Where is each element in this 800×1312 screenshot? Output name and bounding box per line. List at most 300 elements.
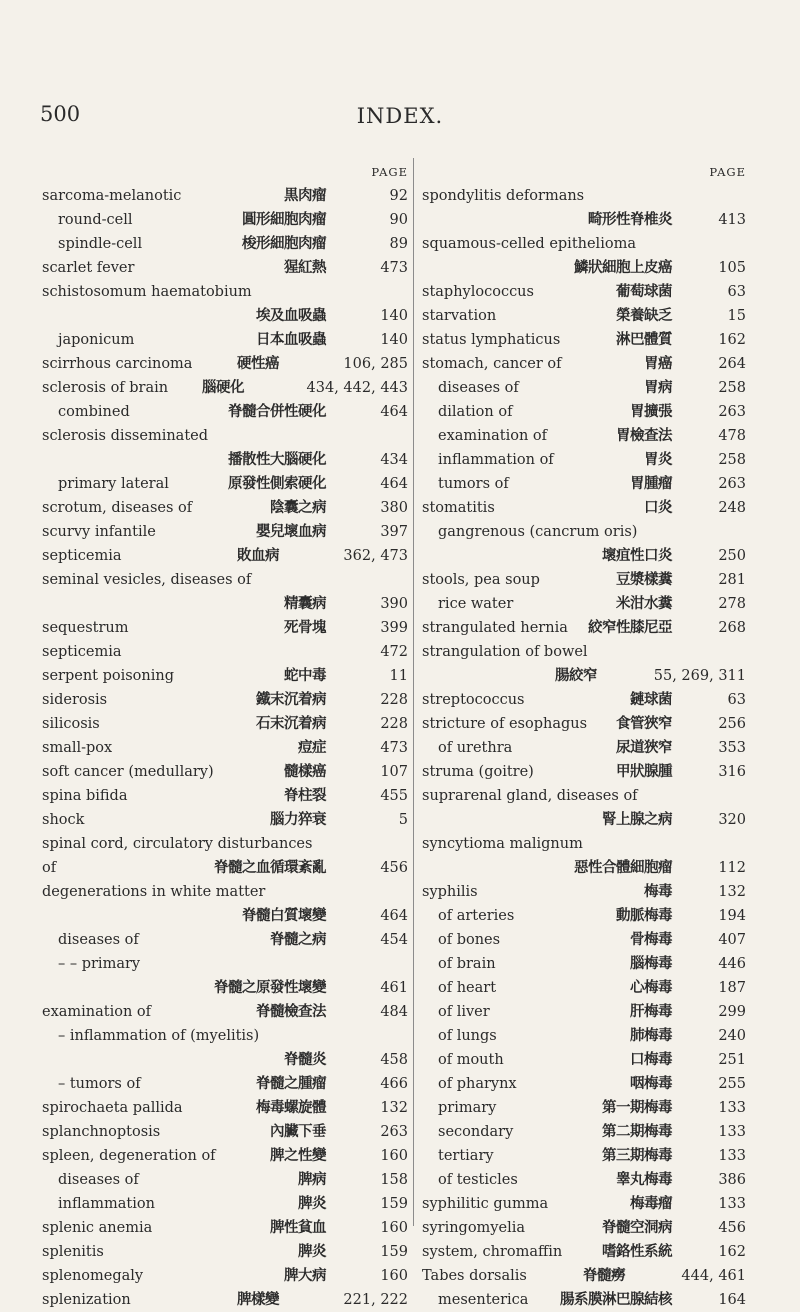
- entry-translation: 動脈梅毒: [616, 907, 672, 924]
- index-entry: [422, 952, 746, 976]
- entry-term: stools, pea soup: [422, 572, 540, 588]
- index-entry: [42, 976, 408, 1000]
- index-entry: [422, 880, 746, 904]
- entry-translation: 畸形性脊椎炎: [588, 211, 672, 228]
- entry-translation: 脾炎: [298, 1195, 326, 1212]
- entry-page: 407: [718, 932, 746, 948]
- entry-page: 92: [389, 188, 408, 204]
- entry-page: 187: [718, 980, 746, 996]
- entry-translation: 第一期梅毒: [602, 1099, 672, 1116]
- entry-page: 228: [380, 716, 408, 732]
- entry-term: diseases of: [438, 380, 519, 396]
- index-entry: [42, 1144, 408, 1168]
- entry-page: 263: [718, 476, 746, 492]
- entry-translation: 梅毒瘤: [630, 1195, 672, 1212]
- index-entry: [42, 352, 408, 376]
- index-entry: [422, 832, 746, 856]
- entry-translation: 脊髓合併性硬化: [228, 403, 326, 420]
- entry-translation: 脊髓之原發性壞變: [214, 979, 326, 996]
- entry-term: splenitis: [42, 1244, 104, 1260]
- entry-term: sequestrum: [42, 620, 129, 636]
- entry-page: 106, 285: [343, 356, 408, 372]
- index-entry: [422, 616, 746, 640]
- entry-translation: 腸絞窄: [555, 667, 597, 684]
- entry-translation: 胃擴張: [630, 403, 672, 420]
- entry-term: staphylococcus: [422, 284, 534, 300]
- entry-translation: 脊髓檢查法: [256, 1003, 326, 1020]
- entry-term: of lungs: [438, 1028, 497, 1044]
- index-entry: [422, 496, 746, 520]
- entry-translation: 第二期梅毒: [602, 1123, 672, 1140]
- entry-translation: 睾丸梅毒: [616, 1171, 672, 1188]
- entry-translation: 口炎: [644, 499, 672, 516]
- entry-term: septicemia: [42, 548, 122, 564]
- index-entry: [422, 736, 746, 760]
- index-entry: [42, 1240, 408, 1264]
- entry-translation: 腦梅毒: [630, 955, 672, 972]
- entry-translation: 黒肉瘤: [284, 187, 326, 204]
- entry-page: 194: [718, 908, 746, 924]
- entry-translation: 胃病: [644, 379, 672, 396]
- entry-page: 248: [718, 500, 746, 516]
- entry-translation: 鱗狀細胞上皮癌: [574, 259, 672, 276]
- entry-translation: 胃腫瘤: [630, 475, 672, 492]
- entry-translation: 髓樣癌: [284, 763, 326, 780]
- entry-translation: 食管狹窄: [616, 715, 672, 732]
- entry-page: 390: [380, 596, 408, 612]
- entry-page: 133: [718, 1148, 746, 1164]
- entry-translation: 埃及血吸蟲: [256, 307, 326, 324]
- entry-translation: 敗血病: [237, 547, 279, 564]
- entry-term: tertiary: [438, 1148, 494, 1164]
- index-entry: [42, 304, 408, 328]
- index-entry: [42, 592, 408, 616]
- index-entry: [42, 1024, 408, 1048]
- entry-translation: 脊髓之血循環紊亂: [214, 859, 326, 876]
- entry-term: – tumors of: [58, 1076, 141, 1092]
- column-divider: [413, 158, 414, 1226]
- index-entry: [422, 760, 746, 784]
- entry-translation: 脾病: [298, 1171, 326, 1188]
- entry-translation: 腎上腺之病: [602, 811, 672, 828]
- index-entry: [422, 784, 746, 808]
- entry-translation: 脊髓之腫瘤: [256, 1075, 326, 1092]
- running-head: INDEX.: [356, 104, 444, 128]
- entry-page: 240: [718, 1028, 746, 1044]
- entry-term: syphilis: [422, 884, 478, 900]
- entry-page: 132: [380, 1100, 408, 1116]
- entry-translation: 甲狀腺腫: [616, 763, 672, 780]
- index-entry: [422, 1264, 746, 1288]
- entry-term: serpent poisoning: [42, 668, 175, 684]
- index-entry: [422, 1192, 746, 1216]
- entry-term: spinal cord, circulatory disturbances: [42, 836, 313, 852]
- entry-page: 380: [380, 500, 408, 516]
- index-entry: [42, 208, 408, 232]
- index-entry: [422, 688, 746, 712]
- entry-page: 164: [718, 1292, 746, 1308]
- index-entry: [422, 1120, 746, 1144]
- entry-translation: 嗜鉻性系統: [602, 1243, 672, 1260]
- entry-page: 446: [718, 956, 746, 972]
- entry-page: 221, 222: [343, 1292, 408, 1308]
- entry-page: 413: [718, 212, 746, 228]
- entry-term: Tabes dorsalis: [422, 1268, 527, 1284]
- entry-term: spina bifida: [42, 788, 128, 804]
- index-entry: [422, 568, 746, 592]
- entry-term: of heart: [438, 980, 497, 996]
- index-entry: [42, 1120, 408, 1144]
- entry-page: 107: [380, 764, 408, 780]
- entry-term: streptococcus: [422, 692, 525, 708]
- index-entry: [422, 712, 746, 736]
- entry-page: 228: [380, 692, 408, 708]
- index-entry: [422, 1072, 746, 1096]
- index-entry: [42, 1288, 408, 1312]
- entry-term: stomatitis: [422, 500, 495, 516]
- entry-term: silicosis: [42, 716, 100, 732]
- entry-term: syncytioma malignum: [422, 836, 583, 852]
- entry-page: 263: [380, 1124, 408, 1140]
- index-entry: [422, 184, 746, 208]
- entry-term: shock: [42, 812, 85, 828]
- index-entry: [422, 1096, 746, 1120]
- entry-translation: 痘症: [298, 739, 326, 756]
- entry-term: round-cell: [58, 212, 133, 228]
- index-entry: [422, 1000, 746, 1024]
- index-entry: [42, 1096, 408, 1120]
- entry-translation: 壞疽性口炎: [602, 547, 672, 564]
- entry-term: of testicles: [438, 1172, 518, 1188]
- entry-term: scurvy infantile: [42, 524, 156, 540]
- entry-page: 464: [380, 476, 408, 492]
- entry-page: 454: [380, 932, 408, 948]
- index-entry: [42, 280, 408, 304]
- entry-term: gangrenous (cancrum oris): [438, 524, 638, 540]
- entry-page: 133: [718, 1124, 746, 1140]
- index-column-right: [422, 160, 746, 1312]
- entry-page: 251: [718, 1052, 746, 1068]
- entry-page: 90: [389, 212, 408, 228]
- entry-page: 160: [380, 1148, 408, 1164]
- entry-term: scrotum, diseases of: [42, 500, 193, 516]
- entry-page: 464: [380, 404, 408, 420]
- entry-translation: 梅毒: [644, 883, 672, 900]
- entry-page: 160: [380, 1268, 408, 1284]
- index-entry: [42, 640, 408, 664]
- entry-translation: 心梅毒: [630, 979, 672, 996]
- entry-translation: 脾炎: [298, 1243, 326, 1260]
- index-entry: [422, 976, 746, 1000]
- entry-page: 162: [718, 332, 746, 348]
- entry-translation: 豆漿樣糞: [616, 571, 672, 588]
- entry-page: 264: [718, 356, 746, 372]
- index-entry: [42, 568, 408, 592]
- entry-term: seminal vesicles, diseases of: [42, 572, 252, 588]
- entry-term: spirochaeta pallida: [42, 1100, 183, 1116]
- entry-term: tumors of: [438, 476, 509, 492]
- entry-page: 397: [380, 524, 408, 540]
- entry-translation: 胃檢查法: [616, 427, 672, 444]
- entry-translation: 猩紅熱: [284, 259, 326, 276]
- entry-page: 159: [380, 1196, 408, 1212]
- entry-translation: 脊髓炎: [284, 1051, 326, 1068]
- entry-page: 316: [718, 764, 746, 780]
- entry-page: 455: [380, 788, 408, 804]
- entry-page: 133: [718, 1196, 746, 1212]
- index-entry: [42, 1000, 408, 1024]
- entry-term: spindle-cell: [58, 236, 143, 252]
- entry-page: 250: [718, 548, 746, 564]
- entry-page: 456: [718, 1220, 746, 1236]
- index-entry: [42, 664, 408, 688]
- index-entry: [422, 1144, 746, 1168]
- entry-translation: 脾大病: [284, 1267, 326, 1284]
- entry-page: 444, 461: [681, 1268, 746, 1284]
- entry-page: 434, 442, 443: [306, 380, 408, 396]
- entry-translation: 腦硬化: [202, 379, 244, 396]
- entry-term: of arteries: [438, 908, 515, 924]
- entry-translation: 蛇中毒: [284, 667, 326, 684]
- entry-page: 160: [380, 1220, 408, 1236]
- entry-page: 256: [718, 716, 746, 732]
- index-entry: [42, 448, 408, 472]
- page-column-label: PAGE: [709, 165, 746, 179]
- entry-page: 473: [380, 740, 408, 756]
- page-column-label: PAGE: [371, 165, 408, 179]
- index-entry: [42, 808, 408, 832]
- index-entry: [42, 736, 408, 760]
- index-entry: [422, 256, 746, 280]
- index-entry: [42, 256, 408, 280]
- index-entry: [422, 280, 746, 304]
- entry-translation: 原發性側索硬化: [228, 475, 326, 492]
- entry-page: 258: [718, 452, 746, 468]
- entry-term: examination of: [438, 428, 548, 444]
- entry-page: 320: [718, 812, 746, 828]
- entry-translation: 胃炎: [644, 451, 672, 468]
- entry-term: scarlet fever: [42, 260, 135, 276]
- entry-translation: 脊髓白質壞變: [242, 907, 326, 924]
- entry-page: 281: [718, 572, 746, 588]
- entry-term: primary lateral: [58, 476, 169, 492]
- entry-translation: 死骨塊: [284, 619, 326, 636]
- entry-page: 263: [718, 404, 746, 420]
- entry-translation: 胃癌: [644, 355, 672, 372]
- entry-term: diseases of: [58, 932, 139, 948]
- entry-page: 140: [380, 332, 408, 348]
- entry-term: – – primary: [58, 956, 141, 972]
- entry-page: 353: [718, 740, 746, 756]
- index-entry: [42, 832, 408, 856]
- index-entry: [422, 904, 746, 928]
- index-entry: [42, 472, 408, 496]
- entry-term: secondary: [438, 1124, 514, 1140]
- entry-page: 258: [718, 380, 746, 396]
- entry-translation: 惡性合體細胞瘤: [574, 859, 672, 876]
- entry-translation: 脊髓空洞病: [602, 1219, 672, 1236]
- entry-translation: 腦力猝衰: [270, 811, 326, 828]
- entry-translation: 淋巴體質: [616, 331, 672, 348]
- index-entry: [42, 376, 408, 400]
- entry-page: 458: [380, 1052, 408, 1068]
- entry-translation: 脾之性變: [270, 1147, 326, 1164]
- entry-translation: 石末沉着病: [256, 715, 326, 732]
- entry-page: 268: [718, 620, 746, 636]
- entry-term: struma (goitre): [422, 764, 534, 780]
- entry-term: examination of: [42, 1004, 152, 1020]
- entry-term: of pharynx: [438, 1076, 517, 1092]
- entry-term: sarcoma-melanotic: [42, 188, 182, 204]
- index-entry: [422, 376, 746, 400]
- entry-term: splanchnoptosis: [42, 1124, 161, 1140]
- entry-page: 132: [718, 884, 746, 900]
- entry-term: diseases of: [58, 1172, 139, 1188]
- entry-term: stricture of esophagus: [422, 716, 588, 732]
- index-entry: [42, 424, 408, 448]
- entry-term: system, chromaffin: [422, 1244, 563, 1260]
- entry-translation: 梅毒螺旋體: [256, 1099, 326, 1116]
- index-entry: [42, 784, 408, 808]
- entry-list: [42, 184, 408, 1312]
- entry-term: dilation of: [438, 404, 513, 420]
- entry-translation: 口梅毒: [630, 1051, 672, 1068]
- entry-translation: 精囊病: [284, 595, 326, 612]
- entry-translation: 米泔水糞: [616, 595, 672, 612]
- index-entry: [42, 400, 408, 424]
- index-entry: [42, 904, 408, 928]
- index-entry: [42, 496, 408, 520]
- index-entry: [422, 664, 746, 688]
- entry-page: 255: [718, 1076, 746, 1092]
- entry-translation: 脾性貧血: [270, 1219, 326, 1236]
- entry-translation: 梭形細胞肉瘤: [242, 235, 326, 252]
- index-entry: [422, 1168, 746, 1192]
- entry-page: 89: [389, 236, 408, 252]
- index-entry: [42, 1168, 408, 1192]
- entry-term: siderosis: [42, 692, 108, 708]
- entry-page: 133: [718, 1100, 746, 1116]
- index-entry: [42, 544, 408, 568]
- index-entry: [422, 472, 746, 496]
- entry-term: of brain: [438, 956, 496, 972]
- entry-term: inflammation: [58, 1196, 155, 1212]
- entry-term: status lymphaticus: [422, 332, 561, 348]
- entry-translation: 肝梅毒: [630, 1003, 672, 1020]
- entry-term: schistosomum haematobium: [42, 284, 252, 300]
- entry-page: 162: [718, 1244, 746, 1260]
- entry-term: of bones: [438, 932, 501, 948]
- entry-page: 466: [380, 1076, 408, 1092]
- index-entry: [42, 952, 408, 976]
- entry-term: strangulation of bowel: [422, 644, 588, 660]
- entry-term: japonicum: [58, 332, 135, 348]
- index-entry: [42, 184, 408, 208]
- index-entry: [42, 1048, 408, 1072]
- entry-term: spondylitis deformans: [422, 188, 585, 204]
- entry-translation: 骨梅毒: [630, 931, 672, 948]
- entry-page: 484: [380, 1004, 408, 1020]
- index-column-left: [42, 160, 408, 1312]
- index-entry: [422, 520, 746, 544]
- entry-translation: 絞窄性膝尼亞: [588, 619, 672, 636]
- entry-translation: 咽梅毒: [630, 1075, 672, 1092]
- entry-term: syringomyelia: [422, 1220, 525, 1236]
- entry-term: septicemia: [42, 644, 122, 660]
- entry-term: small-pox: [42, 740, 113, 756]
- entry-term: soft cancer (medullary): [42, 764, 214, 780]
- entry-term: inflammation of: [438, 452, 554, 468]
- index-entry: [422, 400, 746, 424]
- entry-term: syphilitic gumma: [422, 1196, 549, 1212]
- index-entry: [422, 304, 746, 328]
- entry-page: 55, 269, 311: [653, 668, 746, 684]
- index-entry: [422, 592, 746, 616]
- entry-translation: 內臟下垂: [270, 1123, 326, 1140]
- entry-term: splenomegaly: [42, 1268, 144, 1284]
- entry-page: 478: [718, 428, 746, 444]
- entry-page: 461: [380, 980, 408, 996]
- entry-page: 278: [718, 596, 746, 612]
- entry-translation: 陰囊之病: [270, 499, 326, 516]
- entry-term: sclerosis of brain: [42, 380, 169, 396]
- entry-term: primary: [438, 1100, 497, 1116]
- index-entry: [42, 880, 408, 904]
- entry-translation: 圓形細胞肉瘤: [242, 211, 326, 228]
- entry-page: 299: [718, 1004, 746, 1020]
- entry-page: 63: [727, 284, 746, 300]
- entry-translation: 腸系膜淋巴腺結核: [560, 1291, 672, 1308]
- entry-term: scirrhous carcinoma: [42, 356, 193, 372]
- entry-translation: 第三期梅毒: [602, 1147, 672, 1164]
- index-entry: [42, 1264, 408, 1288]
- index-entry: [422, 232, 746, 256]
- entry-translation: 葡萄球菌: [616, 283, 672, 300]
- index-entry: [422, 328, 746, 352]
- entry-page: 464: [380, 908, 408, 924]
- entry-term: splenization: [42, 1292, 131, 1308]
- index-entry: [422, 1024, 746, 1048]
- entry-term: mesenterica: [438, 1292, 529, 1308]
- entry-page: 105: [718, 260, 746, 276]
- index-entry: [422, 1288, 746, 1312]
- entry-term: of: [42, 860, 57, 876]
- entry-translation: 鐵末沉着病: [256, 691, 326, 708]
- index-entry: [422, 640, 746, 664]
- entry-translation: 鏈球菌: [630, 691, 672, 708]
- index-entry: [422, 1048, 746, 1072]
- entry-translation: 日本血吸蟲: [256, 331, 326, 348]
- entry-page: 112: [718, 860, 746, 876]
- index-entry: [42, 688, 408, 712]
- index-entry: [422, 208, 746, 232]
- index-entry: [42, 1216, 408, 1240]
- entry-translation: 肺梅毒: [630, 1027, 672, 1044]
- index-entry: [42, 1072, 408, 1096]
- index-entry: [42, 760, 408, 784]
- index-entry: [422, 1240, 746, 1264]
- entry-page: 473: [380, 260, 408, 276]
- entry-page: 159: [380, 1244, 408, 1260]
- entry-page: 386: [718, 1172, 746, 1188]
- entry-translation: 脊髓癆: [583, 1267, 625, 1284]
- entry-translation: 尿道狹窄: [616, 739, 672, 756]
- entry-list: [422, 184, 746, 1312]
- page-number: 500: [40, 102, 81, 126]
- entry-term: squamous-celled epithelioma: [422, 236, 636, 252]
- index-entry: [422, 1216, 746, 1240]
- entry-term: of mouth: [438, 1052, 504, 1068]
